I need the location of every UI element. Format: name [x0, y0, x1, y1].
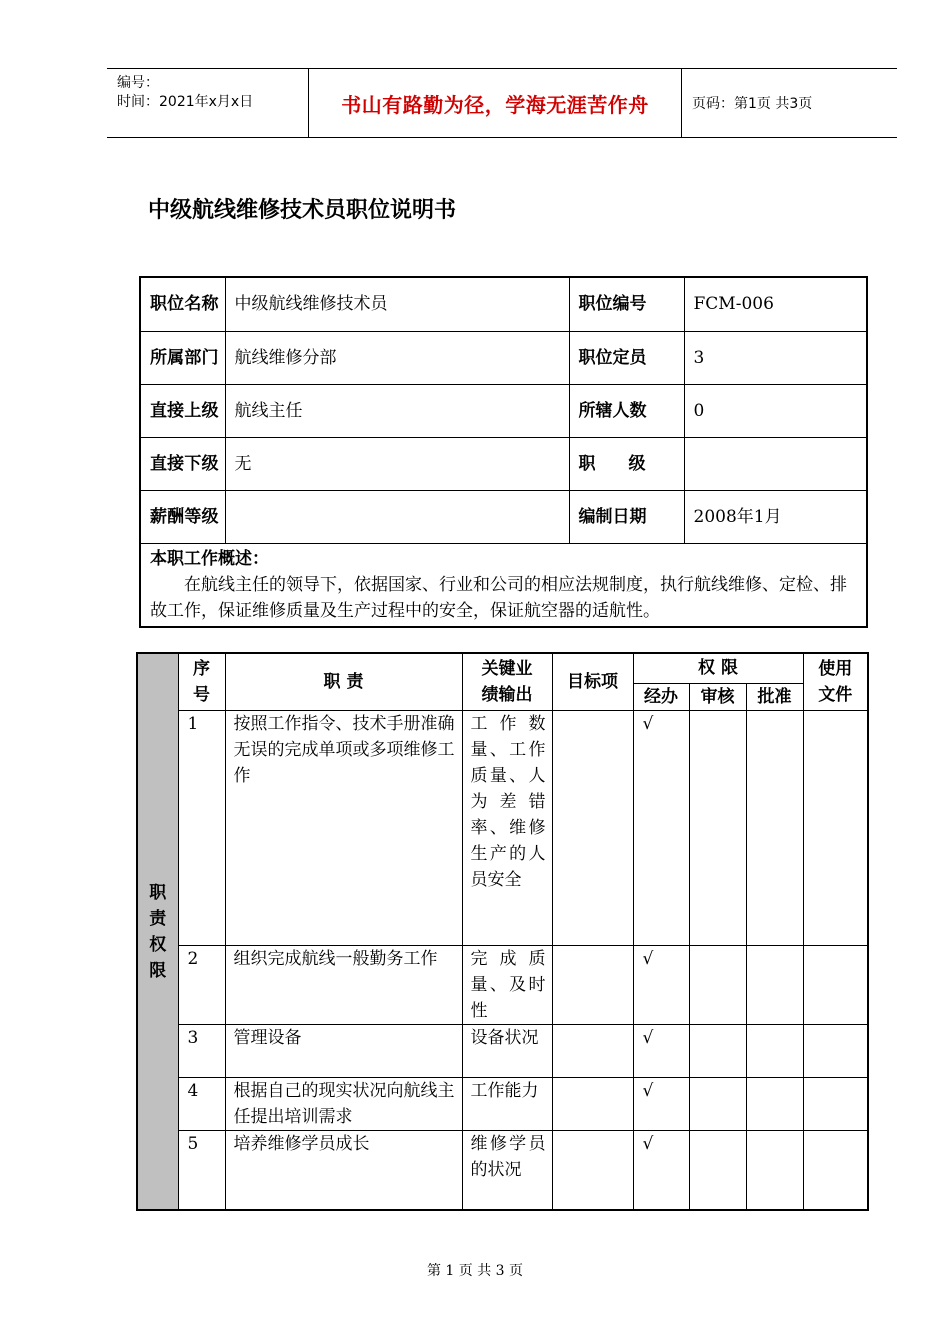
info-label: 职位名称 — [140, 277, 225, 331]
summary-title: 本职工作概述： — [150, 548, 269, 569]
info-label: 所属部门 — [140, 331, 225, 384]
header-duty: 职 责 — [225, 653, 462, 710]
table-row — [137, 710, 868, 945]
row-handle-check: √ — [633, 710, 689, 945]
row-target — [552, 1077, 633, 1130]
row-duty: 培养维修学员成长 — [225, 1130, 462, 1210]
table-row — [137, 1024, 868, 1077]
info-value: 3 — [684, 331, 867, 384]
header-motto: 书山有路勤为径，学海无涯苦作舟 — [341, 92, 649, 117]
info-label: 薪酬等级 — [140, 490, 225, 543]
row-docs — [803, 710, 868, 945]
header-page-cell — [682, 69, 897, 137]
row-review — [689, 1077, 746, 1130]
info-value: 航线主任 — [225, 384, 569, 437]
info-label: 直接上级 — [140, 384, 225, 437]
table-header-row — [137, 653, 868, 683]
row-duty: 按照工作指令、技术手册准确无误的完成单项或多项维修工作 — [225, 710, 462, 945]
row-seq: 2 — [178, 945, 225, 1024]
row-review — [689, 1130, 746, 1210]
table-row — [137, 945, 868, 1024]
info-value: 0 — [684, 384, 867, 437]
row-review — [689, 1024, 746, 1077]
row-duty: 根据自己的现实状况向航线主任提出培训需求 — [225, 1077, 462, 1130]
side-label: 职责权限 — [149, 882, 167, 981]
row-seq: 3 — [178, 1024, 225, 1077]
row-seq: 5 — [178, 1130, 225, 1210]
info-row — [140, 277, 867, 331]
header-motto-cell — [309, 69, 682, 137]
page-header — [107, 68, 897, 138]
info-label: 职位定员 — [569, 331, 684, 384]
row-seq: 1 — [178, 710, 225, 945]
row-review — [689, 710, 746, 945]
row-target — [552, 710, 633, 945]
row-kpi: 维修学员的状况 — [462, 1130, 552, 1210]
info-row — [140, 437, 867, 490]
table-row — [137, 1077, 868, 1130]
info-value: 2008年1月 — [684, 490, 867, 543]
row-handle-check: √ — [633, 1130, 689, 1210]
row-kpi: 工作能力 — [462, 1077, 552, 1130]
row-approve — [746, 1077, 803, 1130]
duties-authority-table — [136, 652, 869, 1211]
header-seq: 序号 — [178, 653, 225, 710]
row-seq: 4 — [178, 1077, 225, 1130]
row-handle-check: √ — [633, 1024, 689, 1077]
row-docs — [803, 1130, 868, 1210]
doc-time-label: 时间：2021年x月x日 — [117, 94, 254, 110]
info-label: 编制日期 — [569, 490, 684, 543]
header-kpi: 关键业绩输出 — [462, 653, 552, 710]
header-review: 审核 — [689, 683, 746, 710]
row-handle-check: √ — [633, 945, 689, 1024]
header-target: 目标项 — [552, 653, 633, 710]
row-docs — [803, 1024, 868, 1077]
header-approve: 批准 — [746, 683, 803, 710]
row-target — [552, 945, 633, 1024]
row-approve — [746, 1130, 803, 1210]
summary-body: 在航线主任的领导下，依据国家、行业和公司的相应法规制度，执行航线维修、定检、排故工作，保证维修质量及生产过程中的安全，保证航空器的适航性。 — [150, 574, 847, 621]
table-row — [137, 1130, 868, 1210]
info-value: 航线维修分部 — [225, 331, 569, 384]
info-row — [140, 384, 867, 437]
summary-row — [140, 543, 867, 627]
row-docs — [803, 1077, 868, 1130]
info-label: 职位编号 — [569, 277, 684, 331]
info-row — [140, 490, 867, 543]
info-row — [140, 331, 867, 384]
header-page-info: 页码：第1页 共3页 — [692, 96, 813, 112]
side-label-cell — [137, 653, 178, 1210]
row-handle-check: √ — [633, 1077, 689, 1130]
info-label: 直接下级 — [140, 437, 225, 490]
row-target — [552, 1024, 633, 1077]
row-duty: 组织完成航线一般勤务工作 — [225, 945, 462, 1024]
header-authority: 权 限 — [633, 653, 803, 683]
info-value: 中级航线维修技术员 — [225, 277, 569, 331]
row-target — [552, 1130, 633, 1210]
info-label: 职 级 — [569, 437, 684, 490]
row-approve — [746, 710, 803, 945]
info-value — [684, 437, 867, 490]
header-meta — [107, 69, 309, 137]
row-approve — [746, 945, 803, 1024]
row-duty: 管理设备 — [225, 1024, 462, 1077]
row-kpi: 设备状况 — [462, 1024, 552, 1077]
info-value: 无 — [225, 437, 569, 490]
doc-number-label: 编号： — [117, 75, 159, 91]
info-label: 所辖人数 — [569, 384, 684, 437]
row-approve — [746, 1024, 803, 1077]
row-kpi: 工作数量、工作质量、人为差错率、维修生产的人员安全 — [462, 710, 552, 945]
row-kpi: 完成质量、及时性 — [462, 945, 552, 1024]
info-value — [225, 490, 569, 543]
header-docs: 使用文件 — [803, 653, 868, 710]
page-footer: 第 1 页 共 3 页 — [426, 1263, 524, 1279]
row-review — [689, 945, 746, 1024]
row-docs — [803, 945, 868, 1024]
header-handle: 经办 — [633, 683, 689, 710]
job-summary-cell — [140, 543, 867, 627]
position-info-table — [139, 276, 868, 628]
info-value: FCM-006 — [684, 277, 867, 331]
document-title: 中级航线维修技术员职位说明书 — [148, 198, 457, 223]
